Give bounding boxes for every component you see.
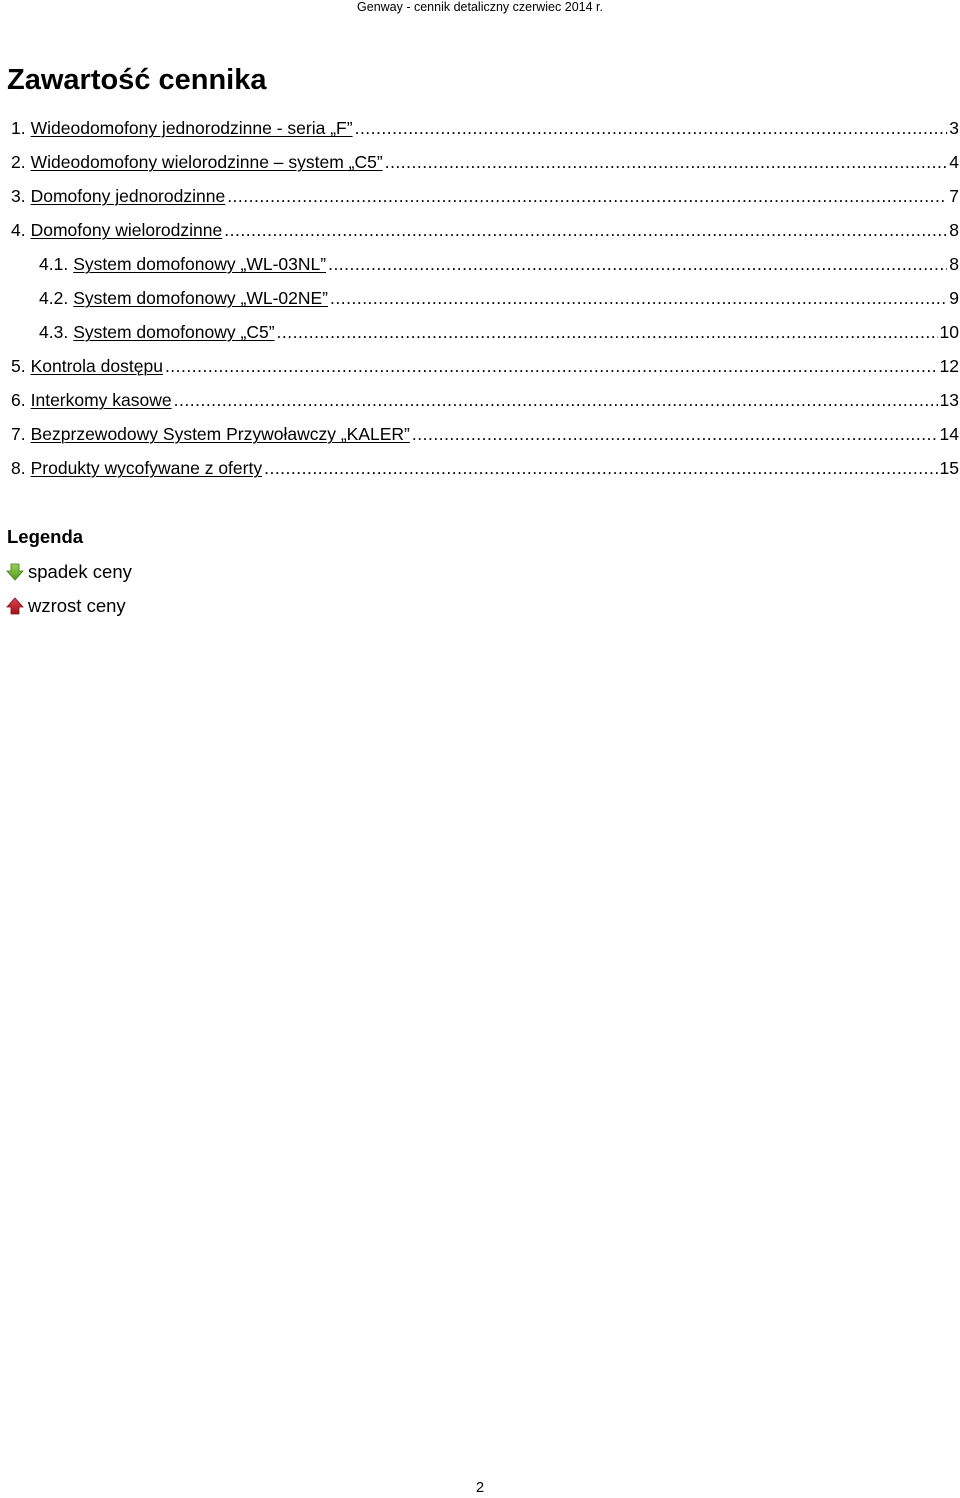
toc-entry-number: 4.2. [39, 288, 69, 308]
toc-dot-leader [165, 354, 938, 378]
toc-entry-link[interactable]: System domofonowy „WL-02NE” [73, 288, 329, 308]
running-header: Genway - cennik detaliczny czerwiec 2014 r. [357, 0, 603, 14]
legend-item-price-increase [6, 594, 126, 618]
toc-entry-number: 4. [11, 220, 26, 240]
toc-entry-link[interactable]: Wideodomofony wielorodzinne – system „C5” [30, 152, 383, 172]
toc-dot-leader [328, 252, 947, 276]
toc-dot-leader [227, 184, 947, 208]
toc-entry-page: 4 [949, 152, 959, 172]
toc-entry-number: 4.3. [39, 322, 69, 342]
toc-entry[interactable] [11, 422, 959, 446]
toc-entry[interactable] [11, 150, 959, 174]
toc-entry-number: 2. [11, 152, 26, 172]
toc-entry-link[interactable]: Domofony wielorodzinne [30, 220, 223, 240]
page-number: 2 [475, 1480, 485, 1496]
toc-entry[interactable] [11, 218, 959, 242]
toc-entry-number: 8. [11, 458, 26, 478]
toc-entry-page: 13 [939, 390, 959, 410]
toc-entry-link[interactable]: Bezprzewodowy System Przywoławczy „KALER” [30, 424, 410, 444]
toc-dot-leader [277, 320, 938, 344]
toc-entry-page: 12 [939, 356, 959, 376]
toc-entry[interactable] [39, 286, 959, 310]
legend-title: Legenda [7, 526, 84, 547]
toc-entry[interactable] [11, 388, 959, 412]
toc-entry-number: 7. [11, 424, 26, 444]
toc-entry-link[interactable]: Wideodomofony jednorodzinne - seria „F” [30, 118, 353, 138]
toc-entry[interactable] [39, 320, 959, 344]
toc-dot-leader [330, 286, 947, 310]
toc-entry-number: 5. [11, 356, 26, 376]
toc-entry-link[interactable]: Produkty wycofywane z oferty [30, 458, 263, 478]
toc-entry-page: 7 [949, 186, 959, 206]
toc-entry[interactable] [11, 184, 959, 208]
toc-entry-page: 9 [949, 288, 959, 308]
toc-entry-link[interactable]: System domofonowy „C5” [73, 322, 275, 342]
toc-entry-link[interactable]: Kontrola dostępu [30, 356, 163, 376]
toc-entry-page: 3 [949, 118, 959, 138]
toc-entry[interactable] [11, 456, 959, 480]
toc-entry-link[interactable]: System domofonowy „WL-03NL” [73, 254, 327, 274]
legend-item-label: spadek ceny [28, 561, 132, 582]
toc-entry-number: 1. [11, 118, 26, 138]
toc-entry[interactable] [11, 116, 959, 140]
toc-dot-leader [224, 218, 947, 242]
toc-dot-leader [355, 116, 948, 140]
toc-entry-page: 8 [949, 220, 959, 240]
toc-dot-leader [264, 456, 937, 480]
toc-entry[interactable] [39, 252, 959, 276]
toc-entry-link[interactable]: Interkomy kasowe [30, 390, 172, 410]
toc-dot-leader [412, 422, 938, 446]
toc-entry-number: 4.1. [39, 254, 69, 274]
toc-entry-page: 10 [939, 322, 959, 342]
toc-entry-page: 14 [939, 424, 959, 444]
toc-entry-number: 3. [11, 186, 26, 206]
toc-entry[interactable] [11, 354, 959, 378]
toc-title: Zawartość cennika [7, 64, 267, 96]
toc-entry-link[interactable]: Domofony jednorodzinne [30, 186, 226, 206]
toc-entry-page: 8 [949, 254, 959, 274]
toc-dot-leader [174, 388, 938, 412]
red-arrow-up-icon [6, 597, 24, 615]
legend-item-price-decrease [6, 560, 132, 584]
toc-entry-number: 6. [11, 390, 26, 410]
legend-item-label: wzrost ceny [28, 595, 126, 616]
toc-dot-leader [385, 150, 948, 174]
green-arrow-down-icon [6, 563, 24, 581]
toc-entry-page: 15 [939, 458, 959, 478]
